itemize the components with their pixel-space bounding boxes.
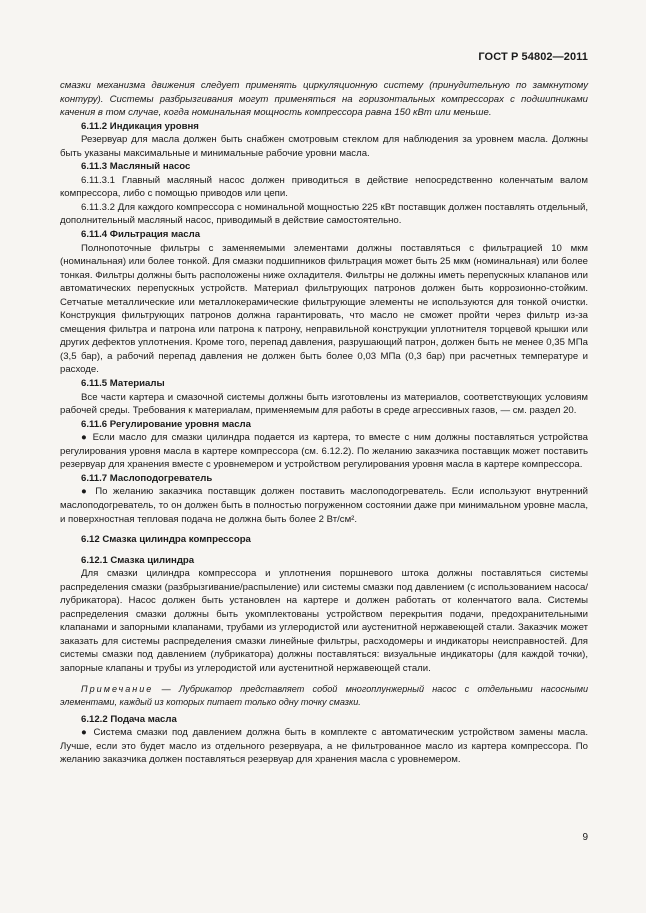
paragraph: Полнопоточные фильтры с заменяемыми элементами должны поставляться с фильтрацией 10 мкм (номинальная) или более тонкой. Для смазки подшипников фильтрация может быть 25 мкм (номинальная) или более тонкая. Фильтры должны быть расположены ниже охладителя. Фильтры не должны иметь перепускных клапанов или автоматических перепускных устройств. Материал фильтрующих патронов должен быть коррозионно-стойким. Сетчатые металлические или металлокерамические фильтрующие элементы не используются для тонкой очистки. Конструкция фильтрующих патронов должна гарантировать, что масло не сможет пройти через фильтр из-за смещения фильтра и патрона или патрона к патрону, неправильной конструкции уплотнителя торцевой крышки или других дефектов уплотнения. Кроме того, перепад давления, разрушающий патрон, должен быть не менее 0,35 МПа (3,5 бар), а рабочий перепад давления не должен быть более 0,03 МПа (0,3 бар) при расчетных температуре и расходе.: [60, 242, 588, 376]
section-heading: 6.12.2 Подача масла: [81, 713, 177, 725]
paragraph: 6.11.3.1 Главный масляный насос должен приводиться в действие непосредственно коленчатым валом компрессора, либо с помощью приводов или цепи.: [60, 174, 588, 200]
document-body: [60, 79, 588, 767]
section-heading: 6.12 Смазка цилиндра компрессора: [81, 534, 251, 546]
note: [60, 683, 588, 709]
section-heading: 6.11.3 Масляный насос: [81, 161, 191, 173]
paragraph: смазки механизма движения следует применять циркуляционную систему (принудительную по замкнутому контуру). Системы разбрызгивания могут применяться на горизонтальных компрессорах с подшипниками качения в том случае, когда номинальная мощность компрессора равна 150 кВт или меньше.: [60, 80, 588, 119]
paragraph: Резервуар для масла должен быть снабжен смотровым стеклом для наблюдения за уровнем масла. Должны быть указаны максимальные и минимальные рабочие уровни масла.: [60, 134, 588, 159]
section-heading: 6.11.2 Индикация уровня: [81, 120, 199, 132]
paragraph: ● Если масло для смазки цилиндра подается из картера, то вместе с ним должны поставляться устройства регулирования уровня масла в картере компрессора (см. 6.12.2). По желанию заказчика поставщик может поставить резервуар для хранения вместе с уровнемером и устройством регулирования уровня масла в картере компрессора.: [60, 432, 588, 471]
paragraph: Все части картера и смазочной системы должны быть изготовлены из материалов, соответствующих условиям рабочей среды. Требования к материалам, применяемым для работы в среде агрессивных газов, — см. раздел 20.: [60, 391, 588, 417]
paragraph: ● По желанию заказчика поставщик должен поставить маслоподогреватель. Если используют внутренний маслоподогреватель, то он должен быть в полностью погруженном состоянии даже при минимальном уровне масла, и поверхностная тепловая подача не должна быть более 2 Вт/см².: [60, 486, 588, 525]
section-heading: 6.11.4 Фильтрация масла: [81, 229, 201, 241]
note-label: Примечание: [81, 683, 154, 694]
section-heading: 6.11.5 Материалы: [81, 378, 165, 390]
paragraph: ● Система смазки под давлением должна быть в комплекте с автоматическим устройством замены масла. Лучше, если это будет масло из отдельного резервуара, а не фильтрованное масло из картера компрессора. По желанию заказчика должен поставляться резервуар для хранения масла с уровнемером.: [60, 727, 588, 766]
paragraph: Для смазки цилиндра компрессора и уплотнения поршневого штока должны поставляться системы распределения смазки (разбрызгивание/распыление) или системы смазки под давлением (с использованием насоса/лубрикатора). Насос должен быть установлен на картере и должен работать от коленчатого вала. Системы распределения смазки должны быть укомплектованы устройством перекрытия подачи, предохранительными клапанами и запорными клапанами, трубами из углеродистой или аустенитной нержавеющей стали. Заказчик может заказать для системы распределения смазки линейные фильтры, расходомеры и индикаторы неисправностей. Для системы смазки под давлением (лубрикатора) должны поставляться: визуальные индикаторы (для каждой точки), запорные клапаны и трубы из углеродистой или аустенитной нержавеющей стали.: [60, 568, 588, 674]
section-heading: 6.11.7 Маслоподогреватель: [81, 472, 213, 484]
document-id: ГОСТ Р 54802—2011: [478, 51, 588, 63]
page-number: 9: [582, 832, 588, 843]
paragraph: 6.11.3.2 Для каждого компрессора с номинальной мощностью 225 кВт поставщик должен поставлять отдельный, дополнительный масляный насос, приводимый в действие самостоятельно.: [60, 201, 588, 227]
section-heading: 6.12.1 Смазка цилиндра: [81, 554, 195, 566]
section-heading: 6.11.6 Регулирование уровня масла: [81, 418, 251, 430]
note-text: — Лубрикатор представляет собой многоплунжерный насос с отдельными насосными элементами, каждый из которых питает только одну точку смазки.: [60, 683, 588, 707]
